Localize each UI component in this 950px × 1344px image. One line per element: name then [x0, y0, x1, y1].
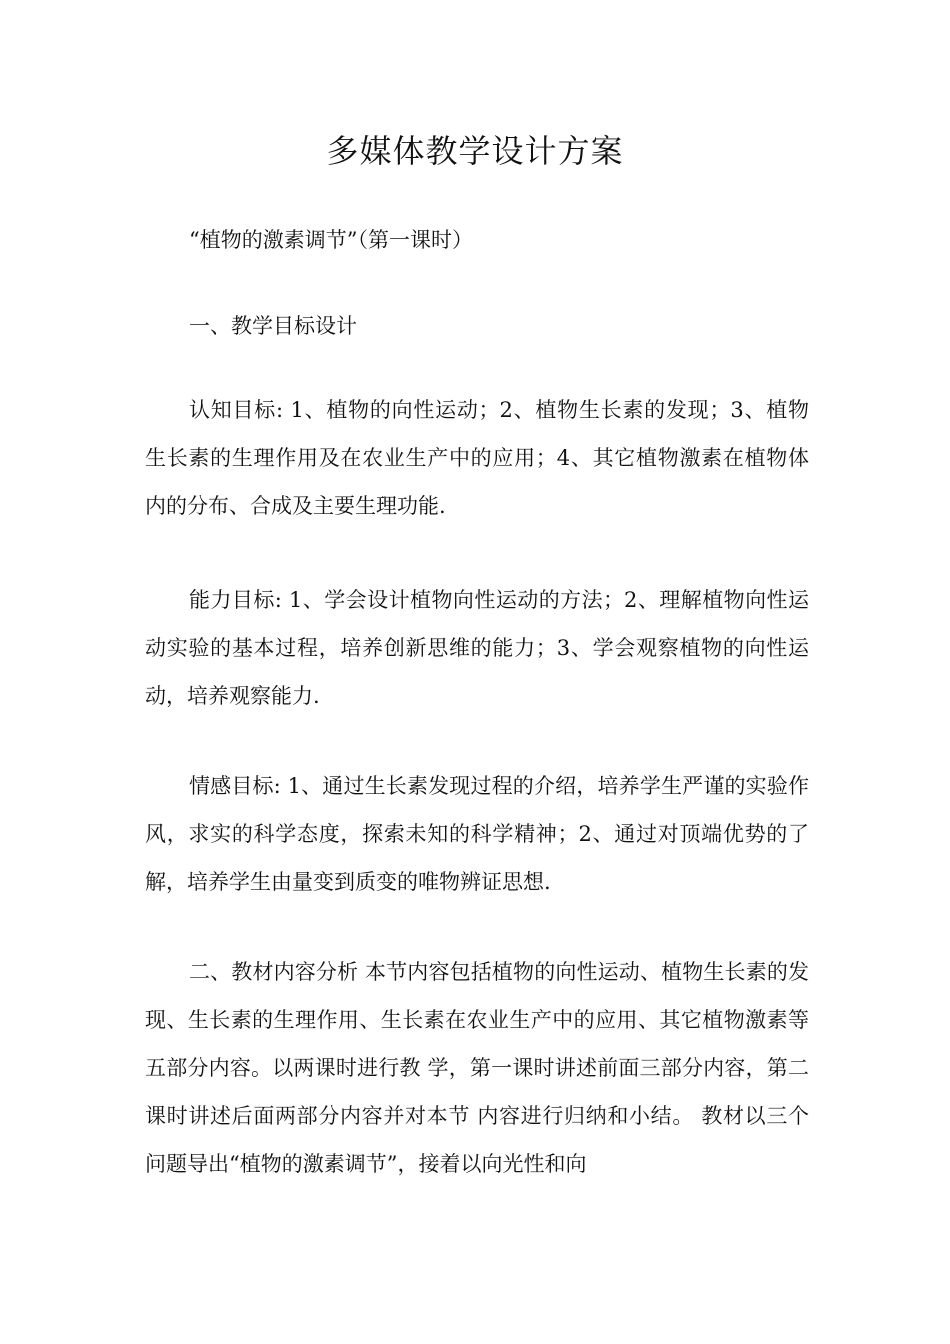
section-heading-teaching-goals: 一、教学目标设计 [189, 314, 357, 338]
paragraph-emotion-goal: 情感目标: 1、通过生长素发现过程的介绍，培养学生严谨的实验作风，求实的科学态度，探索未知的科学精神；2、通过对顶端优势的了解，培养学生由量变到质变的唯物辨证思想. [145, 774, 809, 894]
lesson-subtitle: “植物的激素调节”（第一课时） [189, 228, 473, 252]
document-title: 多媒体教学设计方案 [326, 132, 624, 170]
paragraph-material-analysis: 二、教材内容分析 本节内容包括植物的向性运动、植物生长素的发现、生长素的生理作用、生长素在农业生产中的应用、其它植物激素等五部分内容。以两课时进行教 学，第一课时讲述前面三部分内容，第二课时讲述后面两部分内容并对本节 内容进行归纳和小结。 教材以三个问题导出“植物的激素调节”，接着以向光性和向 [145, 960, 809, 1176]
paragraph-ability-goal: 能力目标: 1、学会设计植物向性运动的方法；2、理解植物向性运动实验的基本过程，培养创新思维的能力；3、学会观察植物的向性运动，培养观察能力. [145, 588, 809, 708]
paragraph-cognitive-goal: 认知目标: 1、植物的向性运动；2、植物生长素的发现；3、植物生长素的生理作用及在农业生产中的应用；4、其它植物激素在植物体内的分布、合成及主要生理功能. [145, 398, 809, 518]
